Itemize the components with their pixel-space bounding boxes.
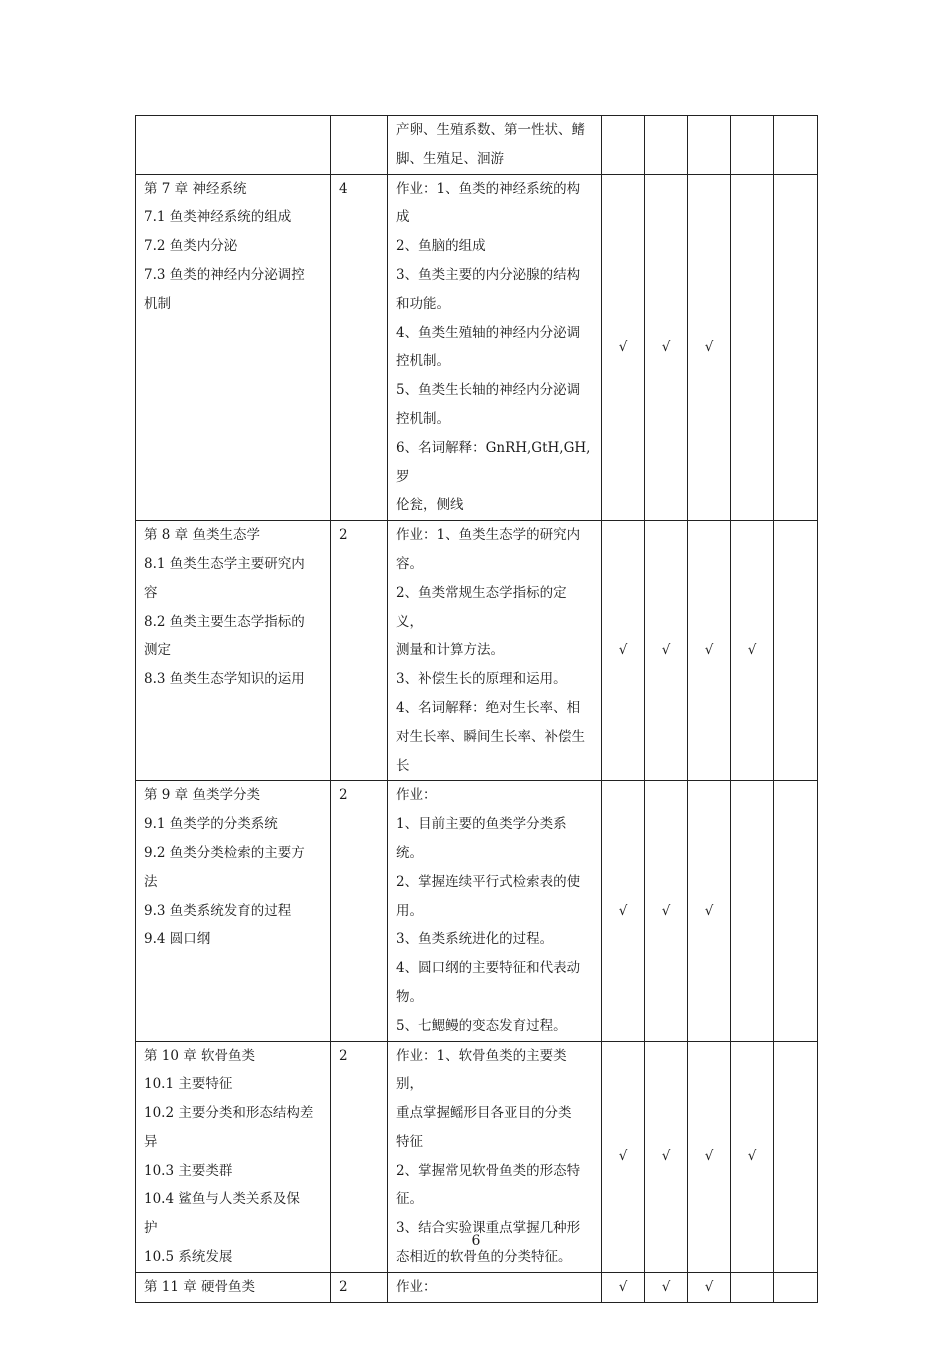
- chapter-line: 容: [144, 584, 158, 601]
- assignment-line: 作业：1、鱼类生态学的研究内: [396, 527, 581, 544]
- assignment-line: 伦瓮，侧线: [396, 497, 464, 514]
- check-cell: √: [645, 781, 688, 1041]
- check-cell: √: [602, 521, 645, 781]
- assignment-line: 物。: [396, 988, 423, 1005]
- check-cell: √: [645, 521, 688, 781]
- check-cell: √: [602, 1272, 645, 1302]
- chapter-line: 第 7 章 神经系统: [144, 180, 247, 197]
- assignment-line: 测量和计算方法。: [396, 642, 504, 659]
- assignment-line: 征。: [396, 1191, 423, 1208]
- assignment-line: 容。: [396, 555, 423, 572]
- chapter-cell: [136, 521, 331, 781]
- assignment-line: 用。: [396, 902, 423, 919]
- check-cell: √: [688, 521, 731, 781]
- chapter-line: 异: [144, 1133, 158, 1150]
- assignment-cell: [388, 174, 602, 521]
- check-cell: √: [731, 521, 774, 781]
- assignment-line: 控机制。: [396, 353, 450, 370]
- assignment-line: 3、鱼类系统进化的过程。: [396, 931, 554, 948]
- check-cell: √: [645, 1041, 688, 1272]
- chapter-line: 10.5 系统发展: [144, 1249, 233, 1266]
- chapter-line: 10.4 鲨鱼与人类关系及保: [144, 1191, 300, 1208]
- assignment-line: 3、补偿生长的原理和运用。: [396, 671, 567, 688]
- chapter-line: 10.2 主要分类和形态结构差: [144, 1105, 314, 1122]
- hours-cell: 2: [331, 1041, 388, 1272]
- syllabus-table: [135, 115, 818, 1303]
- chapter-cell: [136, 174, 331, 521]
- assignment-cell: [388, 116, 602, 175]
- chapter-line: 8.1 鱼类生态学主要研究内: [144, 555, 305, 572]
- assignment-line: 控机制。: [396, 410, 450, 427]
- assignment-line: 成: [396, 209, 410, 226]
- assignment-line: 3、结合实验课重点掌握几种形: [396, 1220, 581, 1237]
- chapter-line: 8.3 鱼类生态学知识的运用: [144, 671, 305, 688]
- check-cell: √: [688, 1272, 731, 1302]
- chapter-line: 7.2 鱼类内分泌: [144, 238, 238, 255]
- chapter-line: 10.1 主要特征: [144, 1076, 233, 1093]
- assignment-line: 4、圆口纲的主要特征和代表动: [396, 960, 581, 977]
- check-cell: √: [602, 1041, 645, 1272]
- assignment-line: 长: [396, 757, 410, 774]
- assignment-cell: [388, 1272, 602, 1302]
- chapter-cell: [136, 1272, 331, 1302]
- chapter-line: 9.4 圆口纲: [144, 931, 211, 948]
- assignment-line: 4、名词解释：绝对生长率、相: [396, 699, 581, 716]
- table-body: [136, 116, 818, 1303]
- assignment-cell: [388, 521, 602, 781]
- assignment-line: 特征: [396, 1133, 423, 1150]
- check-cell: √: [645, 1272, 688, 1302]
- chapter-line: 第 10 章 软骨鱼类: [144, 1047, 256, 1064]
- table-row: [136, 781, 818, 1041]
- chapter-line: 第 8 章 鱼类生态学: [144, 527, 260, 544]
- chapter-line: 8.2 鱼类主要生态学指标的: [144, 613, 305, 630]
- check-cell: [774, 174, 818, 521]
- chapter-line: 第 9 章 鱼类学分类: [144, 787, 260, 804]
- check-cell: [688, 116, 731, 175]
- assignment-line: 3、鱼类主要的内分泌腺的结构: [396, 266, 581, 283]
- check-cell: [602, 116, 645, 175]
- check-cell: [731, 116, 774, 175]
- check-cell: [774, 521, 818, 781]
- assignment-line: 4、鱼类生殖轴的神经内分泌调: [396, 324, 581, 341]
- assignment-line: 作业：: [396, 787, 437, 804]
- hours-cell: 2: [331, 521, 388, 781]
- chapter-cell: [136, 781, 331, 1041]
- chapter-line: 法: [144, 873, 158, 890]
- assignment-line: 2、掌握连续平行式检索表的使: [396, 873, 581, 890]
- assignment-line: 1、目前主要的鱼类学分类系统。: [396, 816, 567, 861]
- check-cell: √: [688, 174, 731, 521]
- check-cell: √: [688, 1041, 731, 1272]
- check-cell: [731, 1272, 774, 1302]
- check-cell: √: [645, 174, 688, 521]
- check-cell: √: [688, 781, 731, 1041]
- assignment-line: 2、鱼类常规生态学指标的定义，: [396, 584, 567, 630]
- check-cell: [645, 116, 688, 175]
- table-row: [136, 1272, 818, 1302]
- check-cell: √: [731, 1041, 774, 1272]
- assignment-line: 作业：1、软骨鱼类的主要类别，: [396, 1047, 567, 1093]
- assignment-line: 产卵、生殖系数、第一性状、鳍: [396, 122, 585, 138]
- assignment-line: 2、鱼脑的组成: [396, 238, 486, 255]
- check-cell: [774, 781, 818, 1041]
- hours-cell: 4: [331, 174, 388, 521]
- check-cell: [774, 1272, 818, 1302]
- chapter-line: 9.3 鱼类系统发育的过程: [144, 902, 292, 919]
- assignment-line: 对生长率、瞬间生长率、补偿生: [396, 728, 585, 745]
- chapter-line: 10.3 主要类群: [144, 1162, 233, 1179]
- assignment-line: 作业：1、鱼类的神经系统的构: [396, 180, 581, 197]
- chapter-line: 7.1 鱼类神经系统的组成: [144, 209, 292, 226]
- check-cell: [731, 781, 774, 1041]
- table-row: [136, 521, 818, 781]
- assignment-line: 脚、生殖足、洄游: [396, 150, 504, 167]
- assignment-line: 重点掌握鳐形目各亚目的分类: [396, 1105, 572, 1122]
- chapter-line: 第 11 章 硬骨鱼类: [144, 1278, 256, 1295]
- chapter-line: 9.2 鱼类分类检索的主要方: [144, 844, 305, 861]
- chapter-line: 护: [144, 1220, 158, 1237]
- chapter-line: 9.1 鱼类学的分类系统: [144, 816, 278, 833]
- assignment-line: 态相近的软骨鱼的分类特征。: [396, 1249, 572, 1266]
- hours-cell: 2: [331, 1272, 388, 1302]
- chapter-cell: [136, 116, 331, 175]
- check-cell: √: [602, 781, 645, 1041]
- assignment-line: 作业：: [396, 1278, 437, 1295]
- assignment-line: 6、名词解释：GnRH,GtH,GH,罗: [396, 439, 591, 485]
- table-row: [136, 174, 818, 521]
- assignment-line: 5、七鳃鳗的变态发育过程。: [396, 1017, 567, 1034]
- page-number: 6: [471, 1233, 481, 1249]
- assignment-line: 2、掌握常见软骨鱼类的形态特: [396, 1162, 581, 1179]
- assignment-line: 5、鱼类生长轴的神经内分泌调: [396, 382, 581, 399]
- chapter-line: 7.3 鱼类的神经内分泌调控: [144, 266, 305, 283]
- assignment-cell: [388, 781, 602, 1041]
- assignment-line: 和功能。: [396, 295, 450, 312]
- check-cell: [774, 116, 818, 175]
- hours-cell: 2: [331, 781, 388, 1041]
- chapter-line: 机制: [144, 295, 171, 312]
- check-cell: √: [602, 174, 645, 521]
- hours-cell: [331, 116, 388, 175]
- check-cell: [731, 174, 774, 521]
- chapter-line: 测定: [144, 642, 171, 659]
- table-row: [136, 116, 818, 175]
